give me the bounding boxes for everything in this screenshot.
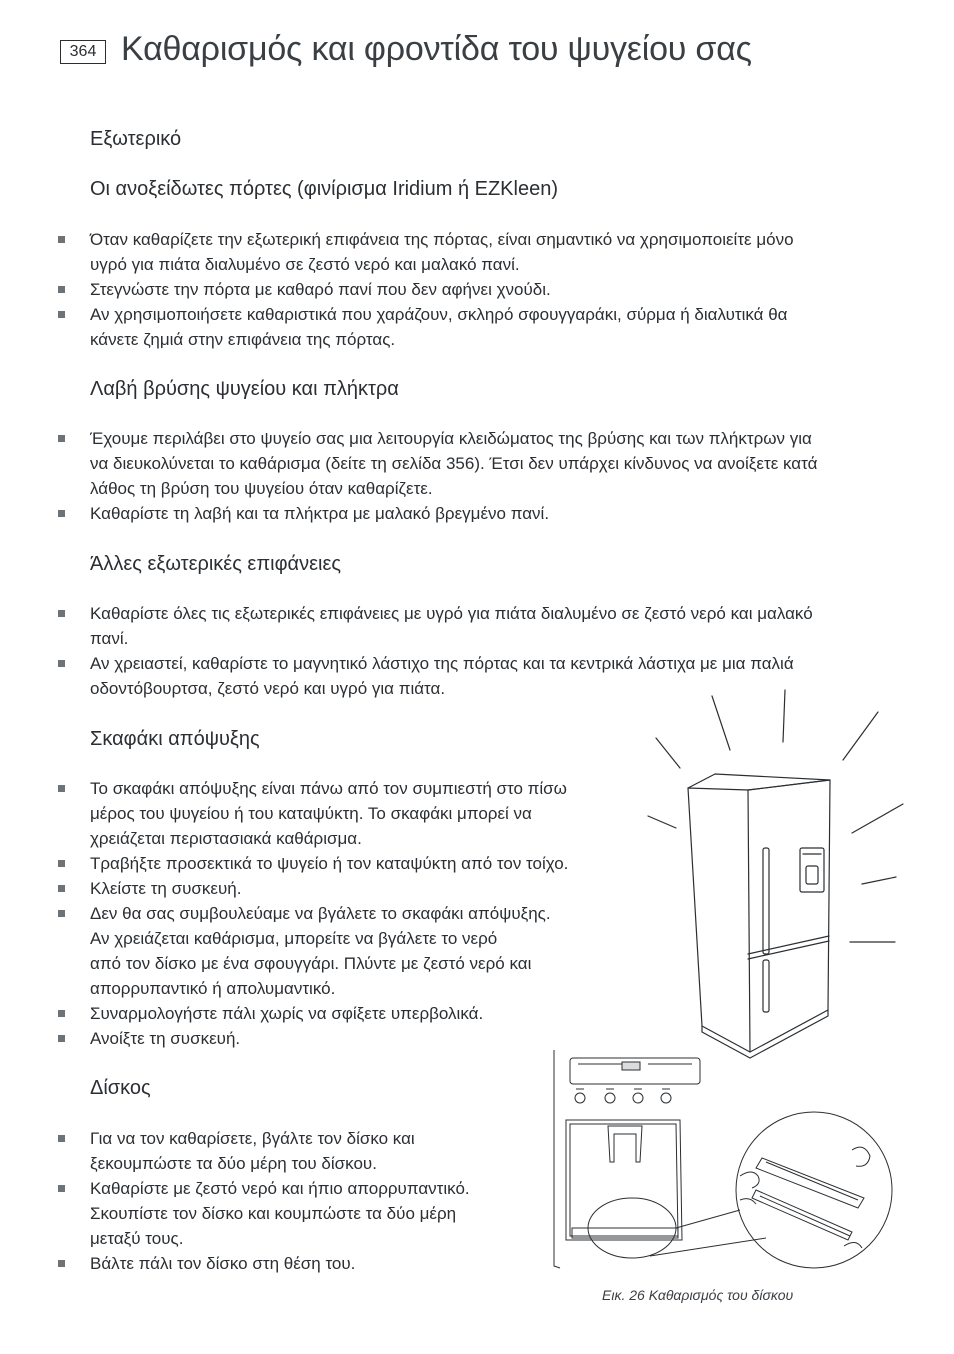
- bullet-icon: [58, 311, 65, 318]
- list-item: Αν χρειαστεί, καθαρίστε το μαγνητικό λάστιχο της πόρτας και τα κεντρικά λάστιχα με μια παλιά οδοντόβουρτσα, ζεστό νερό και υγρό για πιάτα.: [0, 651, 813, 701]
- list-item: Όταν καθαρίζετε την εξωτερική επιφάνεια της πόρτας, είναι σημαντικό να χρησιμοποιείτε μόνο υγρό για πιάτα διαλυμένο σε ζεστό νερό και μαλακό πανί.: [0, 227, 794, 277]
- heading-exterior: Εξωτερικό: [90, 128, 182, 150]
- figure-caption: Εικ. 26 Καθαρισμός του δίσκου: [602, 1287, 794, 1303]
- bullet-icon: [58, 510, 65, 517]
- list-item: Καθαρίστε με ζεστό νερό και ήπιο απορρυπαντικό. Σκουπίστε τον δίσκο και κουμπώστε τα δύο μέρη μεταξύ τους.: [0, 1176, 470, 1251]
- list-item: Καθαρίστε τη λαβή και τα πλήκτρα με μαλακό βρεγμένο πανί.: [0, 501, 817, 526]
- heading-defrost-tray: Σκαφάκι απόψυξης: [90, 728, 260, 750]
- bullet-icon: [58, 860, 65, 867]
- bullet-icon: [58, 885, 65, 892]
- list-dispenser-handle: [0, 426, 817, 526]
- heading-stainless-doors: Οι ανοξείδωτες πόρτες (φινίρισμα Iridium ή EZKleen): [90, 178, 558, 200]
- list-item: Τραβήξτε προσεκτικά το ψυγείο ή τον καταψύκτη από τον τοίχο.: [0, 851, 568, 876]
- list-item: Καθαρίστε όλες τις εξωτερικές επιφάνειες με υγρό για πιάτα διαλυμένο σε ζεστό νερό και μαλακό πανί.: [0, 601, 813, 651]
- list-item: Δεν θα σας συμβουλεύαμε να βγάλετε το σκαφάκι απόψυξης. Αν χρειάζεται καθάρισμα, μπορείτε να βγάλετε το νερό από τον δίσκο με ένα σφουγγάρι. Πλύντε με ζεστό νερό και απορρυπαντικό ή απολυμαντικό.: [0, 901, 568, 1001]
- bullet-icon: [58, 236, 65, 243]
- dispenser-closeup-illustration: [552, 1050, 907, 1282]
- list-item: Συναρμολογήστε πάλι χωρίς να σφίξετε υπερβολικά.: [0, 1001, 568, 1026]
- heading-tray: Δίσκος: [90, 1077, 151, 1099]
- bullet-icon: [58, 1135, 65, 1142]
- list-defrost-tray: [0, 776, 568, 1051]
- list-item: Στεγνώστε την πόρτα με καθαρό πανί που δεν αφήνει χνούδι.: [0, 277, 794, 302]
- page-title: Καθαρισμός και φροντίδα του ψυγείου σας: [121, 30, 752, 68]
- list-item: Ανοίξτε τη συσκευή.: [0, 1026, 568, 1051]
- bullet-icon: [58, 286, 65, 293]
- list-item: Για να τον καθαρίσετε, βγάλτε τον δίσκο και ξεκουμπώστε τα δύο μέρη του δίσκου.: [0, 1126, 470, 1176]
- list-tray: [0, 1126, 470, 1276]
- bullet-icon: [58, 435, 65, 442]
- heading-dispenser-handle: Λαβή βρύσης ψυγείου και πλήκτρα: [90, 378, 399, 400]
- page-number: 364: [60, 40, 106, 64]
- fridge-illustration: [640, 680, 910, 1070]
- bullet-icon: [58, 1185, 65, 1192]
- list-item: Κλείστε τη συσκευή.: [0, 876, 568, 901]
- bullet-icon: [58, 610, 65, 617]
- bullet-icon: [58, 1010, 65, 1017]
- list-item: Το σκαφάκι απόψυξης είναι πάνω από τον συμπιεστή στο πίσω μέρος του ψυγείου ή του καταψύκτη. Το σκαφάκι μπορεί να χρειάζεται περιστασιακά καθάρισμα.: [0, 776, 568, 851]
- bullet-icon: [58, 660, 65, 667]
- bullet-icon: [58, 1035, 65, 1042]
- bullet-icon: [58, 910, 65, 917]
- list-item: Βάλτε πάλι τον δίσκο στη θέση του.: [0, 1251, 470, 1276]
- bullet-icon: [58, 785, 65, 792]
- list-item: Έχουμε περιλάβει στο ψυγείο σας μια λειτουργία κλειδώματος της βρύσης και των πλήκτρων για να διευκολύνεται το καθάρισμα (δείτε τη σελίδα 356). Έτσι δεν υπάρχει κίνδυνος να ανοίξετε κατά λάθος τη βρύση του ψυγείου όταν καθαρίζετε.: [0, 426, 817, 501]
- bullet-icon: [58, 1260, 65, 1267]
- list-item: Αν χρησιμοποιήσετε καθαριστικά που χαράζουν, σκληρό σφουγγαράκι, σύρμα ή διαλυτικά θα κάνετε ζημιά στην επιφάνεια της πόρτας.: [0, 302, 794, 352]
- heading-other-surfaces: Άλλες εξωτερικές επιφάνειες: [90, 553, 342, 575]
- list-stainless-doors: [0, 227, 794, 352]
